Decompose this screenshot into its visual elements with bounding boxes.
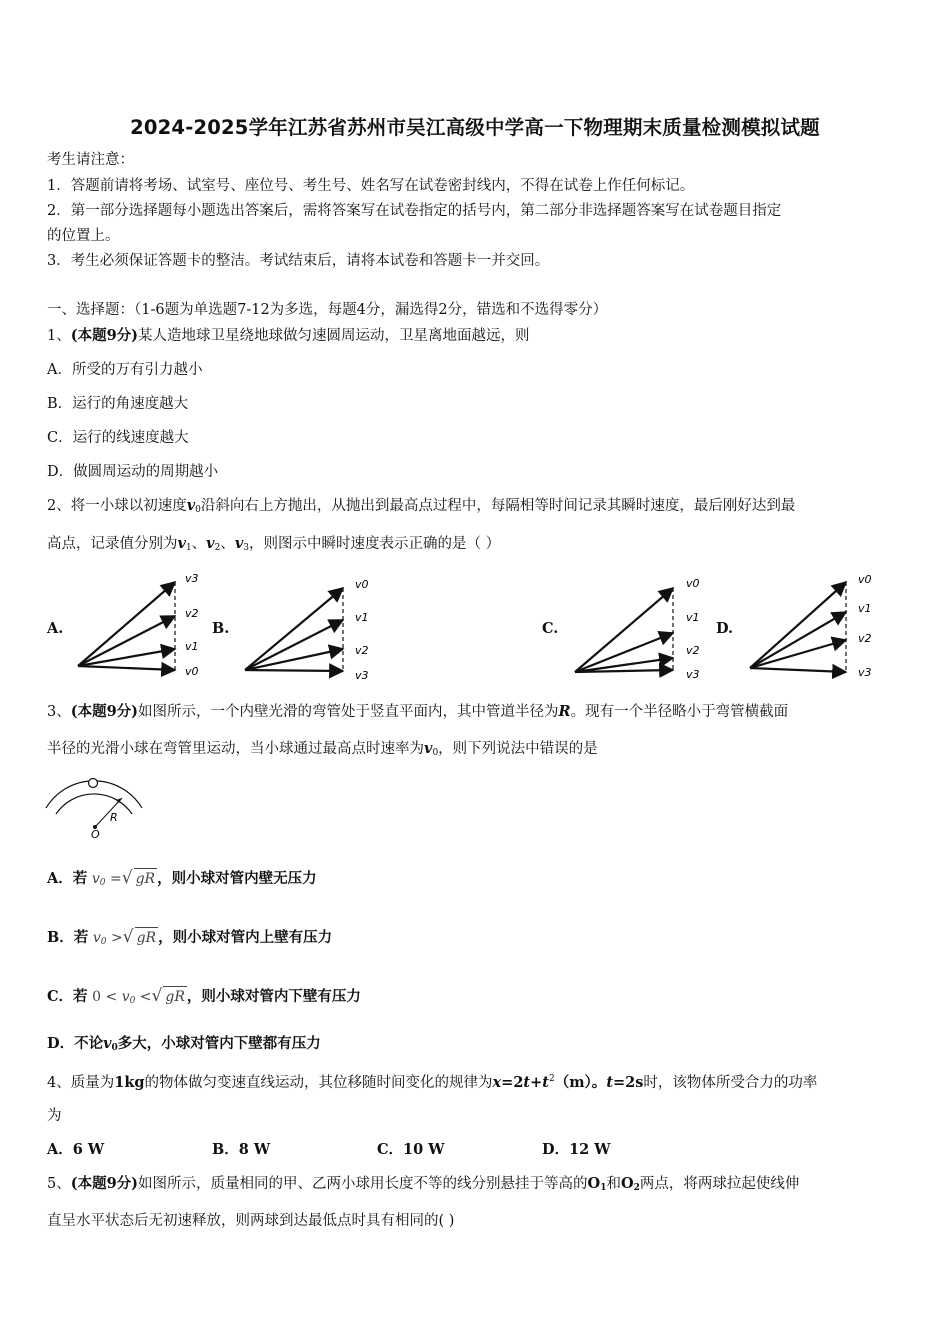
math-v: v — [91, 871, 100, 887]
q4-option-d: D．12 W — [542, 1141, 611, 1158]
page-title: 2024-2025学年江苏省苏州市吴江高级中学高一下物理期末质量检测模拟试题 — [130, 116, 820, 139]
question-5-stem-line1 — [47, 1174, 799, 1198]
q2-label-a: A. — [47, 620, 64, 637]
q4-text-b: 的物体做匀变速直线运动，其位移随时间变化的规律为 — [144, 1075, 493, 1091]
math-g: g — [165, 989, 175, 1005]
q2-v3-symbol: v — [234, 535, 244, 552]
math-sub: 0 — [100, 937, 107, 947]
q4-option-a: A．6 W — [47, 1141, 105, 1158]
math-radicand — [134, 868, 158, 889]
q5-o1-sub: 1 — [600, 1183, 607, 1193]
q1-option-d: D．做圆周运动的周期越小 — [47, 464, 219, 480]
math-v: v — [121, 989, 130, 1005]
math-sub: 0 — [129, 996, 136, 1006]
math-eq: = — [105, 871, 122, 887]
notice-heading: 考生请注意： — [47, 152, 134, 168]
q3-text-d: ，则下列说法中错误的是 — [438, 741, 598, 757]
q3-opt-d-v: v — [103, 1035, 112, 1052]
q5-and: 和 — [606, 1176, 621, 1192]
math-zero-lt: 0 < — [92, 989, 118, 1005]
question-3-stem-line2 — [47, 739, 598, 763]
q3-opt-a-post: ，则小球对管内壁无压力 — [157, 870, 317, 887]
q4-formula-t2: t — [542, 1074, 549, 1091]
q4-formula-t: t — [523, 1074, 531, 1091]
q3-ball — [89, 779, 98, 788]
q2-label-d: D. — [716, 620, 734, 637]
q2-figure-d — [750, 573, 872, 679]
q1-tag: (本题9分) — [70, 327, 139, 344]
question-2-stem-line1 — [47, 496, 795, 520]
q3-v0-sub: 0 — [432, 748, 439, 758]
q3-opt-d-pre: D．不论 — [47, 1035, 104, 1052]
figa-label-2: v2 — [185, 607, 199, 620]
q3-r-symbol: R — [558, 703, 571, 720]
figb-label-4: v3 — [355, 669, 369, 682]
question-4-stem-line2: 为 — [47, 1108, 62, 1124]
q4-option-b: B．8 W — [212, 1141, 271, 1158]
q3-opt-b-pre: B．若 — [47, 929, 89, 946]
question-2-stem-line2 — [47, 534, 500, 558]
math-g: g — [135, 871, 145, 887]
q3-fig-o-label: O — [91, 828, 100, 841]
figc-arrow-v1 — [575, 633, 673, 672]
q3-v0-symbol: v — [424, 740, 433, 757]
figc-label-1: v0 — [686, 577, 700, 590]
math-r: R — [174, 989, 185, 1005]
q5-text-a: 如图所示，质量相同的甲、乙两小球用长度不等的线分别悬挂于等高的 — [138, 1176, 588, 1192]
q3-option-d — [47, 1034, 321, 1058]
figb-arrow-v1 — [245, 620, 343, 670]
figd-label-4: v3 — [858, 666, 872, 679]
q4-formula-eq: =2 — [501, 1074, 524, 1091]
q2-v0-sub: 0 — [195, 505, 201, 515]
q3-opt-c-formula — [92, 986, 187, 1006]
q2-text-c: 高点，记录值分别为 — [47, 536, 178, 552]
q2-v2-symbol: v — [206, 535, 215, 552]
sqrt-icon: √ — [151, 986, 163, 1006]
q2-text-d: ，则图示中瞬时速度表示正确的是（ ） — [249, 536, 501, 552]
figd-label-1: v0 — [858, 573, 872, 586]
section-heading: 一、选择题：（1-6题为单选题7-12为多选，每题4分，漏选得2分，错选和不选得零分） — [47, 302, 608, 318]
q3-option-a — [47, 868, 317, 893]
math-r: R — [145, 930, 157, 946]
q1-number: 1、 — [47, 328, 71, 344]
figb-label-1: v0 — [355, 578, 369, 591]
q2-figure-a — [78, 572, 199, 678]
figd-label-3: v2 — [858, 632, 872, 645]
q3-option-c — [47, 986, 361, 1011]
figa-label-1: v3 — [185, 572, 199, 585]
q3-tag: (本题9分) — [70, 703, 139, 720]
q4-t-value: =2s — [613, 1074, 644, 1091]
q4-formula-unit: （m）。 — [554, 1074, 607, 1091]
q3-opt-c-pre: C．若 — [47, 988, 88, 1005]
q2-text-b: 沿斜向右上方抛出，从抛出到最高点过程中，每隔相等时间记录其瞬时速度，最后刚好达到最 — [200, 498, 796, 514]
figd-arrow-v3 — [750, 668, 846, 672]
q2-v3-sub: 3 — [243, 543, 250, 553]
figb-arrow-v3 — [245, 670, 343, 671]
sqrt-icon: √ — [122, 927, 134, 947]
figa-label-3: v1 — [185, 640, 199, 653]
q4-formula-x: x — [492, 1074, 502, 1091]
figb-arrow-v0 — [245, 588, 343, 670]
q5-o2-sub: 2 — [633, 1183, 640, 1193]
q5-number: 5、 — [47, 1176, 71, 1192]
q1-option-b: B．运行的角速度越大 — [47, 396, 189, 412]
q2-v0-symbol: v — [186, 497, 196, 514]
q2-label-b: B. — [212, 620, 230, 637]
figd-arrow-v1 — [750, 612, 846, 668]
figc-label-2: v1 — [686, 611, 700, 624]
q3-opt-d-sub: 0 — [111, 1043, 118, 1053]
q3-text-b: 。现有一个半径略小于弯管横截面 — [570, 704, 789, 720]
q3-number: 3、 — [47, 704, 71, 720]
q1-option-a: A．所受的万有引力越小 — [47, 362, 203, 378]
math-gt: > — [106, 930, 123, 946]
figb-label-2: v1 — [355, 611, 369, 624]
q3-opt-c-post: ，则小球对管内下壁有压力 — [186, 988, 361, 1005]
q3-radius-line — [95, 798, 122, 827]
q2-figure-b — [245, 578, 369, 682]
q4-formula-plus: + — [530, 1074, 543, 1091]
q3-pipe-inner-arc — [56, 794, 132, 814]
notice-item-3: 3．考生必须保证答题卡的整洁。考试结束后，请将本试卷和答题卡一并交回。 — [47, 253, 550, 269]
notice-item-2: 2．第一部分选择题每小题选出答案后，需将答案写在试卷指定的括号内，第二部分非选择题答案写在试卷题目指定 — [47, 203, 782, 219]
q2-text-a: 2、将一小球以初速度 — [47, 498, 187, 514]
math-v: v — [92, 930, 101, 946]
notice-item-2-cont: 的位置上。 — [47, 228, 120, 244]
figd-label-2: v1 — [858, 602, 872, 615]
q4-text-c: 时，该物体所受合力的功率 — [643, 1075, 818, 1091]
q3-opt-b-formula — [92, 927, 158, 947]
question-1-stem — [47, 326, 530, 346]
q3-option-b — [47, 927, 332, 952]
q3-opt-d-post: 多大，小球对管内下壁都有压力 — [117, 1035, 321, 1052]
q4-formula-sup: 2 — [548, 1074, 555, 1084]
math-r: R — [144, 871, 156, 887]
question-3-stem-line1 — [47, 702, 788, 722]
q4-text-a: 4、质量为 — [47, 1075, 115, 1091]
q5-o1-symbol: O — [587, 1175, 601, 1192]
math-radicand — [135, 927, 159, 948]
notice-item-1: 1．答题前请将考场、试室号、座位号、考生号、姓名写在试卷密封线内，不得在试卷上作任何标记。 — [47, 178, 695, 194]
q2-sep-2: 、 — [220, 536, 235, 552]
q1-option-c: C．运行的线速度越大 — [47, 430, 189, 446]
q5-text-b: 两点，将两球拉起使线伸 — [639, 1176, 800, 1192]
sqrt-icon: √ — [121, 868, 133, 888]
q2-v1-sub: 1 — [185, 543, 192, 553]
q5-o2-symbol: O — [620, 1175, 634, 1192]
q3-opt-b-post: ，则小球对管内上壁有压力 — [158, 929, 333, 946]
question-5-stem-line2: 直呈水平状态后无初速释放，则两球到达最低点时具有相同的( ) — [47, 1213, 455, 1229]
figa-label-4: v0 — [185, 665, 199, 678]
q3-text-c: 半径的光滑小球在弯管里运动，当小球通过最高点时速率为 — [47, 741, 424, 757]
math-radicand — [163, 986, 187, 1007]
figa-arrow-v0 — [78, 666, 175, 670]
question-4-stem-line1 — [47, 1069, 817, 1093]
q4-t-symbol: t — [606, 1074, 614, 1091]
q2-v2-sub: 2 — [214, 543, 221, 553]
math-g: g — [136, 930, 146, 946]
q5-tag: (本题9分) — [70, 1175, 139, 1192]
figc-label-4: v3 — [686, 668, 700, 681]
math-lt: < — [135, 989, 152, 1005]
figb-arrow-v2 — [245, 649, 343, 670]
q3-pipe-figure — [40, 770, 150, 842]
q2-velocity-figures — [0, 560, 950, 690]
math-sub: 0 — [99, 878, 106, 888]
q2-v1-symbol: v — [177, 535, 186, 552]
q3-text-a: 如图所示，一个内壁光滑的弯管处于竖直平面内，其中管道半径为 — [138, 704, 559, 720]
q3-fig-r-label: R — [110, 811, 118, 824]
q4-option-c: C．10 W — [377, 1141, 445, 1158]
figb-label-3: v2 — [355, 644, 369, 657]
q2-label-c: C. — [542, 620, 559, 637]
q3-opt-a-pre: A．若 — [47, 870, 88, 887]
q1-text: 某人造地球卫星绕地球做匀速圆周运动，卫星离地面越远，则 — [138, 328, 530, 344]
q3-opt-a-formula — [91, 868, 157, 888]
q2-sep-1: 、 — [191, 536, 207, 552]
figc-label-3: v2 — [686, 644, 700, 657]
q4-mass: 1kg — [114, 1074, 145, 1091]
q2-figure-c — [575, 577, 700, 681]
